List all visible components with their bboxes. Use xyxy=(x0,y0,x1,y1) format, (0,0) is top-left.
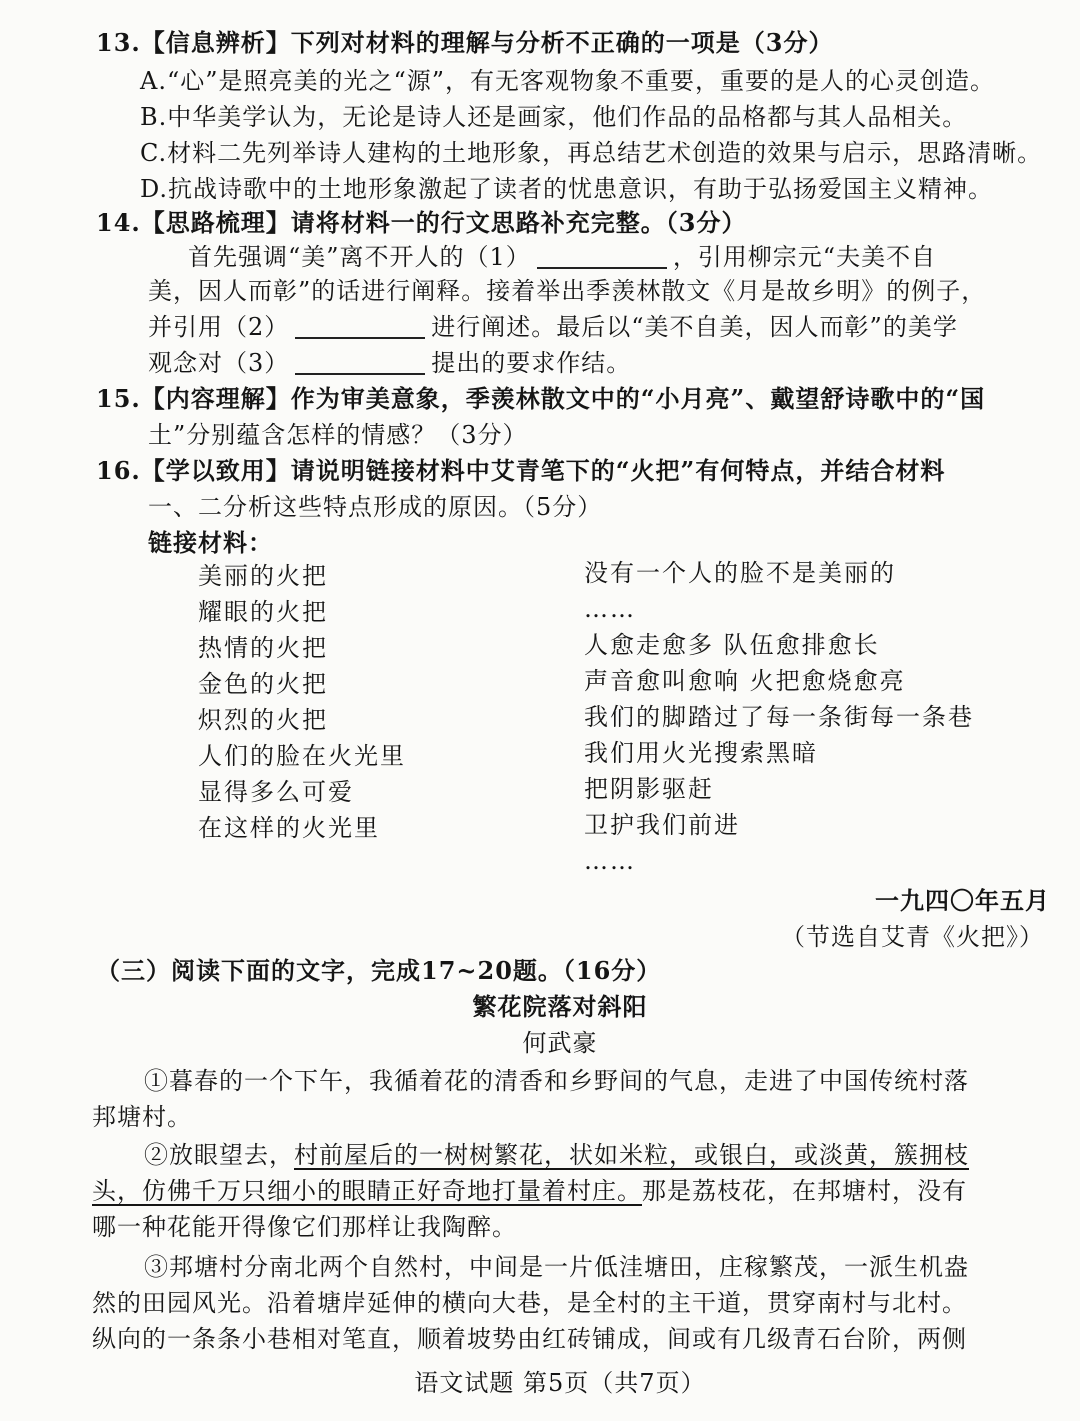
q14-line-4-text-b: 提出的要求作结。 xyxy=(431,349,632,377)
poem-line: …… xyxy=(584,847,636,875)
answer-blank-2[interactable] xyxy=(295,313,425,339)
poem-line: 我们的脚踏过了每一条街每一条巷 xyxy=(584,703,974,731)
q15-line-2: 土”分别蕴含怎样的情感？（3分） xyxy=(148,421,528,449)
q14-line-4-text-a: 观念对（3） xyxy=(148,349,290,377)
q13-stem: 13.【信息辨析】下列对材料的理解与分析不正确的一项是（3分） xyxy=(96,28,834,57)
paragraph-3-line-3: 纵向的一条条小巷相对笔直，顺着坡势由红砖铺成，间或有几级青石台阶，两侧 xyxy=(92,1325,967,1353)
poem-date: 一九四〇年五月 xyxy=(875,886,1050,915)
q14-line-4 xyxy=(148,346,631,380)
paragraph-2-line-3: 哪一种花能开得像它们那样让我陶醉。 xyxy=(92,1213,517,1241)
paragraph-3-line-1: ③邦塘村分南北两个自然村，中间是一片低洼塘田，庄稼繁茂，一派生机盎 xyxy=(144,1253,969,1281)
paragraph-2-line-1 xyxy=(144,1138,969,1172)
poem-line: 炽烈的火把 xyxy=(198,706,328,734)
poem-line: 把阴影驱赶 xyxy=(584,775,714,803)
q14-line-1-text-a: 首先强调“美”离不开人的（1） xyxy=(188,243,531,271)
poem-line: 耀眼的火把 xyxy=(198,598,328,626)
q14-line-3 xyxy=(148,310,958,344)
poem-line: 没有一个人的脸不是美丽的 xyxy=(584,559,896,587)
paragraph-2-tail: 那是荔枝花，在邦塘村，没有 xyxy=(642,1177,967,1205)
poem-source: （节选自艾青《火把》） xyxy=(781,923,1044,951)
q14-line-1-text-b: ，引用柳宗元“夫美不自 xyxy=(672,243,937,271)
poem-line: 人们的脸在火光里 xyxy=(198,742,406,770)
q15-line-1: 15.【内容理解】作为审美意象，季羡林散文中的“小月亮”、戴望舒诗歌中的“国 xyxy=(96,384,986,413)
q14-line-1 xyxy=(188,240,936,274)
q13-option-d: D.抗战诗歌中的土地形象激起了读者的忧患意识，有助于弘扬爱国主义精神。 xyxy=(140,175,994,203)
q16-line-1: 16.【学以致用】请说明链接材料中艾青笔下的“火把”有何特点，并结合材料 xyxy=(96,456,946,485)
page-footer: 语文试题 第5页（共7页） xyxy=(414,1369,706,1397)
underlined-sentence-part-2: 头，仿佛千万只细小的眼睛正好奇地打量着村庄。 xyxy=(92,1177,642,1205)
paragraph-2-line-2 xyxy=(92,1174,967,1208)
article-author: 何武豪 xyxy=(522,1029,598,1057)
q13-option-c: C.材料二先列举诗人建构的土地形象，再总结艺术创造的效果与启示，思路清晰。 xyxy=(140,139,1043,167)
q13-option-a: A.“心”是照亮美的光之“源”，有无客观物象不重要，重要的是人的心灵创造。 xyxy=(140,67,996,95)
poem-line: 在这样的火光里 xyxy=(198,814,380,842)
poem-line: 金色的火把 xyxy=(198,670,328,698)
poem-line: 声音愈叫愈响 火把愈烧愈亮 xyxy=(584,667,906,695)
article-title: 繁花院落对斜阳 xyxy=(472,992,648,1021)
poem-line: 热情的火把 xyxy=(198,634,328,662)
paragraph-2-lead: ②放眼望去， xyxy=(144,1141,294,1169)
q14-line-3-text-b: 进行阐述。最后以“美不自美，因人而彰”的美学 xyxy=(431,313,958,341)
poem-left-column xyxy=(198,558,406,846)
section-3-heading: （三）阅读下面的文字，完成17~20题。（16分） xyxy=(96,956,662,985)
poem-line: …… xyxy=(584,595,636,623)
q14-stem: 14.【思路梳理】请将材料一的行文思路补充完整。（3分） xyxy=(96,208,747,237)
q14-line-2: 美，因人而彰”的话进行阐释。接着举出季羡林散文《月是故乡明》的例子， xyxy=(148,277,987,305)
q13-option-b: B.中华美学认为，无论是诗人还是画家，他们作品的品格都与其人品相关。 xyxy=(140,103,968,131)
q14-line-3-text-a: 并引用（2） xyxy=(148,313,290,341)
paragraph-1-line-1: ①暮春的一个下午，我循着花的清香和乡野间的气息，走进了中国传统村落 xyxy=(144,1067,969,1095)
answer-blank-1[interactable] xyxy=(537,243,667,269)
poem-right-column xyxy=(584,555,974,879)
poem-line: 卫护我们前进 xyxy=(584,811,740,839)
underlined-sentence-part-1: 村前屋后的一树树繁花，状如米粒，或银白，或淡黄，簇拥枝 xyxy=(294,1141,969,1169)
link-material-label: 链接材料： xyxy=(148,528,273,557)
answer-blank-3[interactable] xyxy=(295,349,425,375)
paragraph-3-line-2: 然的田园风光。沿着塘岸延伸的横向大巷，是全村的主干道，贯穿南村与北村。 xyxy=(92,1289,967,1317)
poem-line: 人愈走愈多 队伍愈排愈长 xyxy=(584,631,880,659)
q16-line-2: 一、二分析这些特点形成的原因。（5分） xyxy=(148,493,603,521)
poem-line: 显得多么可爱 xyxy=(198,778,354,806)
paragraph-1-line-2: 邦塘村。 xyxy=(92,1103,192,1131)
poem-line: 我们用火光搜索黑暗 xyxy=(584,739,818,767)
poem-line: 美丽的火把 xyxy=(198,562,328,590)
